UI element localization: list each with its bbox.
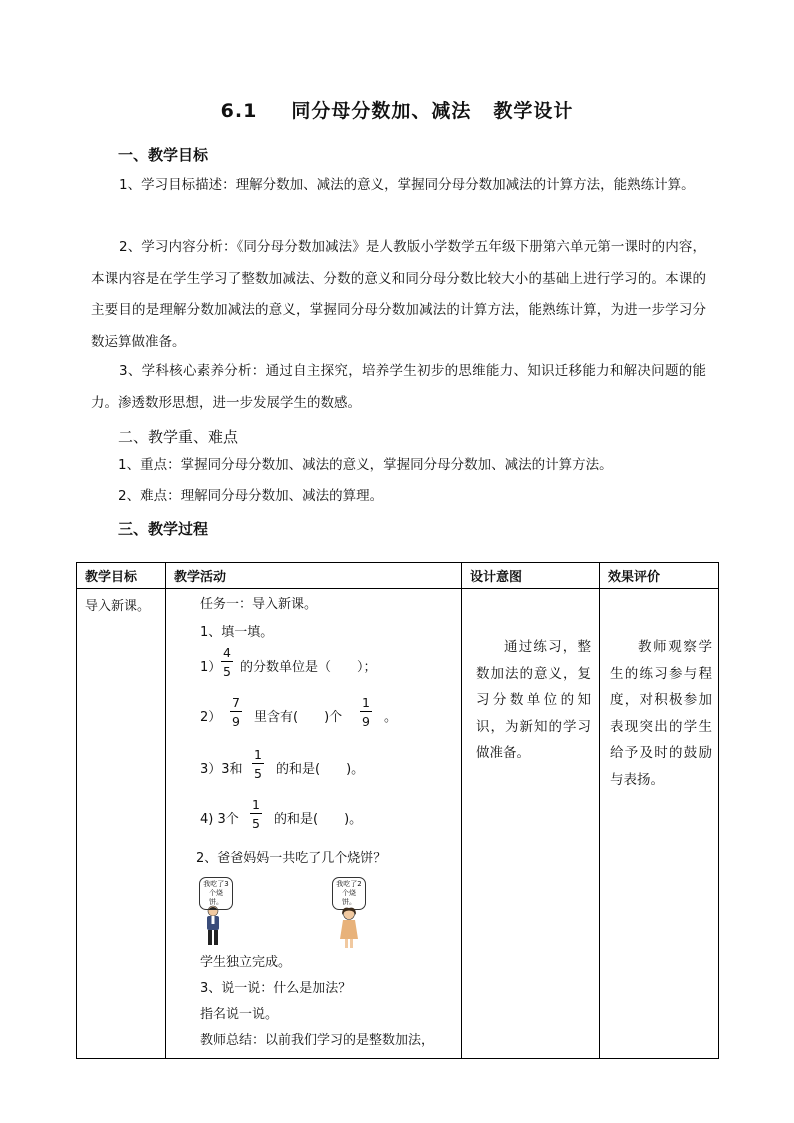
mom-speech-bubble: 我吃了2个烧饼。: [332, 877, 366, 910]
evaluation-cell: 教师观察学生的练习参与程度，对积极参加表现突出的学生给予及时的鼓励与表扬。: [610, 639, 712, 788]
section-2-heading: 二、教学重、难点: [118, 428, 239, 446]
section-3-heading: 三、教学过程: [118, 520, 209, 538]
fraction-denominator: 5: [252, 816, 260, 831]
page-title: [0, 96, 794, 123]
fill-title: 1、填一填。: [200, 625, 274, 640]
fraction-numerator: 1: [362, 695, 370, 710]
table-header-row: [77, 563, 719, 589]
title-sub: 教学设计: [493, 100, 574, 122]
header-activity: 教学活动: [166, 563, 462, 589]
fraction-numerator: 7: [232, 695, 240, 710]
section-2-paragraph-2: 2、难点：理解同分母分数加、减法的算理。: [118, 488, 384, 504]
title-main: 同分母分数加、减法: [291, 100, 472, 122]
table-row: [77, 589, 719, 1059]
dad-speech-bubble: 我吃了3个烧饼。: [199, 877, 233, 910]
father-figure-icon: [202, 905, 224, 949]
section-1-heading: 一、教学目标: [118, 146, 209, 164]
say-call: 指名说一说。: [200, 1007, 279, 1022]
question-1-prefix: 1）: [200, 660, 222, 675]
fraction-numerator: 1: [252, 797, 260, 812]
teaching-process-table: [76, 562, 719, 1059]
section-1-paragraph-3: 3、学科核心素养分析：通过自主探究，培养学生初步的思维能力、知识迁移能力和解决问题的能力。渗透数形思想，进一步发展学生的数感。: [91, 363, 706, 411]
header-evaluation: 效果评价: [600, 563, 719, 589]
fraction-denominator: 5: [223, 664, 231, 679]
independent-text: 学生独立完成。: [200, 955, 292, 970]
question-3-prefix: 3）3和: [200, 762, 243, 777]
section-1-paragraph-1: 1、学习目标描述：理解分数加、减法的意义，掌握同分母分数加减法的计算方法，能熟练计算。: [119, 177, 695, 193]
fraction-1-5: [252, 747, 264, 781]
header-goal: 教学目标: [77, 563, 166, 589]
section-1-paragraph-2: 2、学习内容分析：《同分母分数加减法》是人教版小学数学五年级下册第六单元第一课时的内容，本课内容是在学生学习了整数加减法、分数的意义和同分母分数比较大小的基础上进行学习的。本课的主要目的是理解分数加减法的意义，掌握同分母分数加减法的计算方法，能熟练计算，为进一步学习分数运算做准备。: [91, 239, 706, 350]
header-intent: 设计意图: [462, 563, 600, 589]
task-1-text: 任务一：导入新课。: [200, 597, 318, 612]
fraction-bar: [221, 661, 233, 662]
teacher-summary: 教师总结：以前我们学习的是整数加法，: [200, 1033, 435, 1048]
fraction-denominator: 5: [254, 766, 262, 781]
fraction-1-5: [250, 797, 262, 831]
section-2-paragraph-1: 1、重点：掌握同分母分数加、减法的意义，掌握同分母分数加、减法的计算方法。: [118, 457, 613, 473]
fraction-7-9: [230, 695, 242, 729]
question-1-suffix: 的分数单位是（ ）；: [240, 660, 377, 675]
question-4-prefix: 4) 3个: [200, 812, 239, 827]
fraction-bar: [230, 711, 242, 712]
title-number: 6.1: [220, 100, 258, 122]
goal-cell: 导入新课。: [85, 599, 151, 614]
fraction-numerator: 1: [254, 747, 262, 762]
mother-figure-icon: [337, 907, 361, 949]
question-5-text: 2、爸爸妈妈一共吃了几个烧饼？: [196, 851, 387, 866]
fraction-bar: [252, 763, 264, 764]
say-title: 3、说一说：什么是加法？: [200, 981, 352, 996]
intent-cell: 通过练习，整数加法的意义，复习分数单位的知识，为新知的学习做准备。: [476, 639, 591, 761]
fraction-denominator: 9: [232, 714, 240, 729]
question-4-suffix: 的和是( )。: [274, 812, 363, 827]
fraction-denominator: 9: [362, 714, 370, 729]
fraction-4-5: [221, 645, 233, 679]
fraction-1-9: [360, 695, 372, 729]
question-2-mid: 里含有( )个: [254, 710, 343, 725]
fraction-numerator: 4: [223, 645, 231, 660]
question-2-prefix: 2）: [200, 710, 222, 725]
activity-cell: [166, 589, 461, 1058]
fraction-bar: [250, 813, 262, 814]
question-2-end: 。: [384, 710, 398, 725]
question-3-suffix: 的和是( )。: [276, 762, 365, 777]
fraction-bar: [360, 711, 372, 712]
